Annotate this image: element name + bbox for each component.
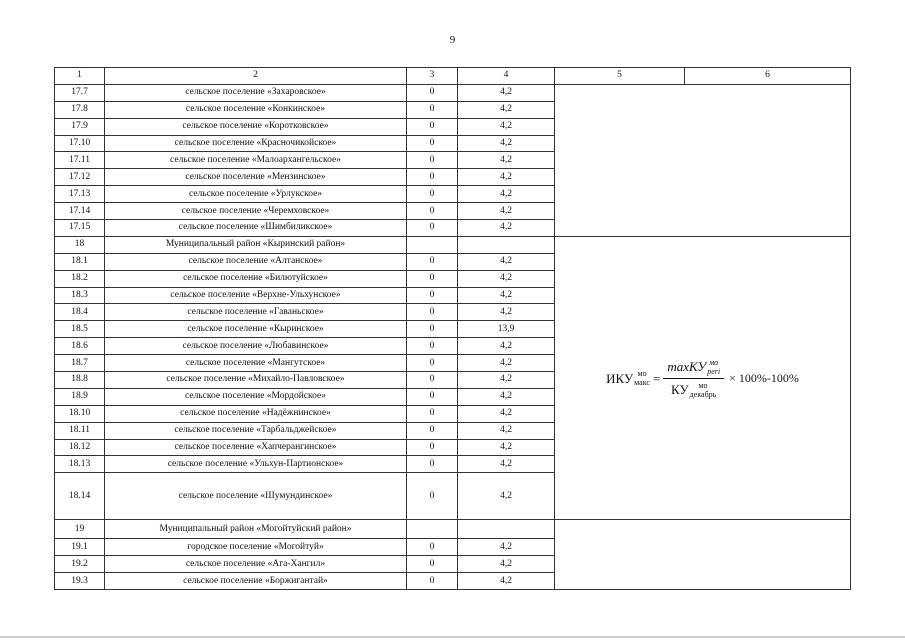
- row-col4: 4,2: [458, 169, 555, 186]
- header-col-6: 6: [685, 68, 851, 85]
- row-number: 17.13: [55, 186, 105, 203]
- row-col3: 0: [407, 152, 458, 169]
- row-number: 18.12: [55, 439, 105, 456]
- row-col3: 0: [407, 203, 458, 220]
- formula-den-sup: мо: [698, 380, 708, 390]
- formula-equals: =: [652, 370, 661, 386]
- row-col4: 4,2: [458, 101, 555, 118]
- row-col4: 4,2: [458, 84, 555, 101]
- row-number: 17.14: [55, 203, 105, 220]
- row-number: 19.1: [55, 539, 105, 556]
- row-name: сельское поселение «Коротковское»: [105, 118, 407, 135]
- formula-den-sub: декабрь: [689, 389, 717, 399]
- tariff-table: [54, 67, 851, 590]
- row-col3: 0: [407, 270, 458, 287]
- district-col4: [458, 520, 555, 539]
- page-bottom-edge: [0, 636, 905, 638]
- formula: [606, 358, 799, 399]
- row-name: сельское поселение «Ульхун-Партионское»: [105, 456, 407, 473]
- row-name: сельское поселение «Захаровское»: [105, 84, 407, 101]
- row-col4: 13,9: [458, 321, 555, 338]
- row-number: 18.2: [55, 270, 105, 287]
- row-name: сельское поселение «Любавинское»: [105, 338, 407, 355]
- formula-tail: × 100%-100%: [729, 370, 799, 385]
- row-col4: 4,2: [458, 556, 555, 573]
- row-number: 18.11: [55, 422, 105, 439]
- row-number: 19.3: [55, 573, 105, 590]
- row-col3: 0: [407, 372, 458, 389]
- row-col4: 4,2: [458, 355, 555, 372]
- formula-fraction: [663, 358, 724, 399]
- row-name: сельское поселение «Ага-Хангил»: [105, 556, 407, 573]
- row-col3: 0: [407, 84, 458, 101]
- row-name: сельское поселение «Черемховское»: [105, 203, 407, 220]
- row-col3: 0: [407, 253, 458, 270]
- row-number: 18.8: [55, 372, 105, 389]
- row-number: 18.3: [55, 287, 105, 304]
- row-col3: 0: [407, 186, 458, 203]
- row-number: 17.15: [55, 220, 105, 237]
- table-header-row: [55, 68, 851, 85]
- formula-lhs-sub: макс: [634, 378, 650, 388]
- row-col3: 0: [407, 304, 458, 321]
- row-col3: 0: [407, 118, 458, 135]
- row-col4: 4,2: [458, 338, 555, 355]
- row-name: сельское поселение «Боржигантай»: [105, 573, 407, 590]
- row-number: 18.1: [55, 253, 105, 270]
- row-number: 18.4: [55, 304, 105, 321]
- row-col3: 0: [407, 556, 458, 573]
- row-number: 18.5: [55, 321, 105, 338]
- row-name: сельское поселение «Алтанское»: [105, 253, 407, 270]
- row-col4: 4,2: [458, 270, 555, 287]
- row-name: сельское поселение «Верхне-Ульхунское»: [105, 287, 407, 304]
- row-col3: 0: [407, 573, 458, 590]
- row-number: 18.14: [55, 473, 105, 520]
- row-col3: 0: [407, 388, 458, 405]
- row-name: сельское поселение «Шимбиликское»: [105, 220, 407, 237]
- row-col4: 4,2: [458, 118, 555, 135]
- district-row: [55, 520, 851, 539]
- row-name: сельское поселение «Кыринское»: [105, 321, 407, 338]
- formula-denominator: КУ: [671, 382, 689, 398]
- row-number: 18.13: [55, 456, 105, 473]
- row-col4: 4,2: [458, 439, 555, 456]
- row-number: 18.10: [55, 405, 105, 422]
- formula-lhs-sup: мо: [637, 369, 647, 379]
- row-col3: 0: [407, 287, 458, 304]
- row-name: сельское поселение «Мензинское»: [105, 169, 407, 186]
- district-number: 18: [55, 236, 105, 253]
- row-number: 18.7: [55, 355, 105, 372]
- row-col3: 0: [407, 321, 458, 338]
- row-name: сельское поселение «Надёжнинское»: [105, 405, 407, 422]
- row-col3: 0: [407, 405, 458, 422]
- row-col4: 4,2: [458, 422, 555, 439]
- row-number: 17.11: [55, 152, 105, 169]
- row-name: сельское поселение «Мордойское»: [105, 388, 407, 405]
- row-col3: 0: [407, 422, 458, 439]
- table-row: [55, 84, 851, 101]
- formula-num-sup: мо: [709, 357, 719, 367]
- row-col4: 4,2: [458, 388, 555, 405]
- row-col3: 0: [407, 220, 458, 237]
- row-col3: 0: [407, 101, 458, 118]
- row-col4: 4,2: [458, 573, 555, 590]
- row-name: сельское поселение «Шумундинское»: [105, 473, 407, 520]
- district-name: Муниципальный район «Кыринский район»: [105, 236, 407, 253]
- row-number: 19.2: [55, 556, 105, 573]
- row-number: 17.10: [55, 135, 105, 152]
- row-col3: 0: [407, 338, 458, 355]
- row-col4: 4,2: [458, 253, 555, 270]
- header-col-2: 2: [105, 68, 407, 85]
- district-col3: [407, 520, 458, 539]
- row-number: 18.9: [55, 388, 105, 405]
- row-number: 17.12: [55, 169, 105, 186]
- row-name: городское поселение «Могойтуй»: [105, 539, 407, 556]
- district-number: 19: [55, 520, 105, 539]
- row-col3: 0: [407, 169, 458, 186]
- district-col4: [458, 236, 555, 253]
- district-row: [55, 236, 851, 253]
- formula-lhs: ИКУ: [606, 370, 634, 386]
- formula-num-sub: peri: [707, 366, 721, 376]
- row-col4: 4,2: [458, 135, 555, 152]
- row-name: сельское поселение «Малоархангельское»: [105, 152, 407, 169]
- formula-cell: [555, 236, 851, 519]
- row-col3: 0: [407, 456, 458, 473]
- row-col3: 0: [407, 539, 458, 556]
- merged-blank-cell: [555, 84, 851, 236]
- table-body: [55, 68, 851, 590]
- row-col4: 4,2: [458, 152, 555, 169]
- header-col-3: 3: [407, 68, 458, 85]
- row-col4: 4,2: [458, 220, 555, 237]
- row-col4: 4,2: [458, 405, 555, 422]
- row-name: сельское поселение «Мангутское»: [105, 355, 407, 372]
- formula-numerator: maxКУ: [667, 359, 707, 375]
- row-col4: 4,2: [458, 456, 555, 473]
- row-col4: 4,2: [458, 203, 555, 220]
- row-number: 17.9: [55, 118, 105, 135]
- merged-blank-cell: [555, 520, 851, 590]
- row-col4: 4,2: [458, 186, 555, 203]
- row-name: сельское поселение «Тарбальджейское»: [105, 422, 407, 439]
- row-number: 17.8: [55, 101, 105, 118]
- row-col4: 4,2: [458, 473, 555, 520]
- row-name: сельское поселение «Конкинское»: [105, 101, 407, 118]
- district-name: Муниципальный район «Могойтуйский район»: [105, 520, 407, 539]
- row-col4: 4,2: [458, 304, 555, 321]
- row-col3: 0: [407, 439, 458, 456]
- row-col3: 0: [407, 135, 458, 152]
- row-col3: 0: [407, 473, 458, 520]
- row-name: сельское поселение «Гаваньское»: [105, 304, 407, 321]
- row-name: сельское поселение «Михайло-Павловское»: [105, 372, 407, 389]
- header-col-4: 4: [458, 68, 555, 85]
- row-col4: 4,2: [458, 287, 555, 304]
- district-col3: [407, 236, 458, 253]
- row-name: сельское поселение «Красночикойское»: [105, 135, 407, 152]
- row-name: сельское поселение «Билютуйское»: [105, 270, 407, 287]
- row-col4: 4,2: [458, 539, 555, 556]
- page-number: 9: [449, 34, 456, 46]
- row-col4: 4,2: [458, 372, 555, 389]
- header-col-5: 5: [555, 68, 685, 85]
- row-name: сельское поселение «Урлукское»: [105, 186, 407, 203]
- row-col3: 0: [407, 355, 458, 372]
- row-number: 18.6: [55, 338, 105, 355]
- row-name: сельское поселение «Хапчерангинское»: [105, 439, 407, 456]
- row-number: 17.7: [55, 84, 105, 101]
- header-col-1: 1: [55, 68, 105, 85]
